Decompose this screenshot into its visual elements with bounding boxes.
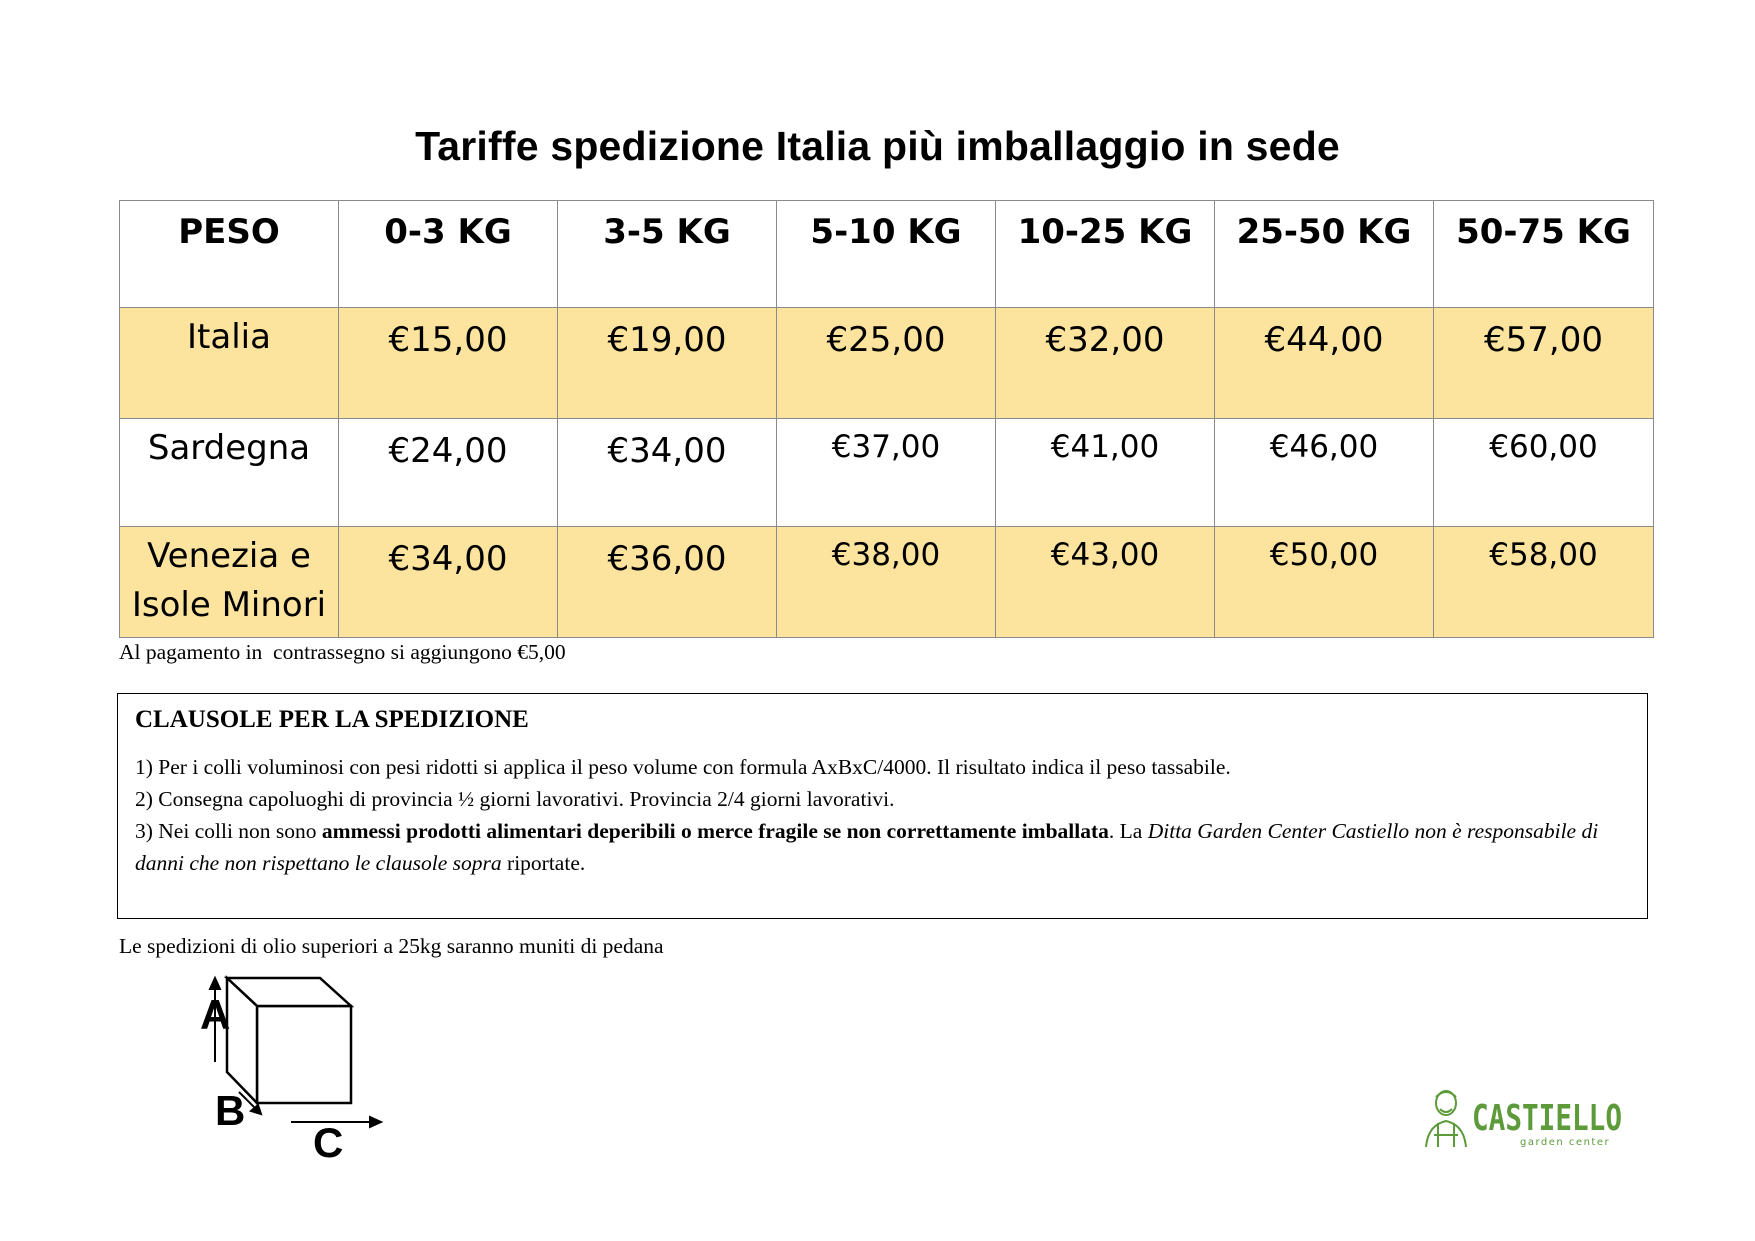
clause-3-text: . La (1108, 819, 1148, 843)
price-cell: €24,00 (339, 419, 558, 526)
table-row (120, 526, 1654, 637)
clauses-title: CLAUSOLE PER LA SPEDIZIONE (135, 706, 529, 733)
price-cell: €25,00 (777, 308, 996, 419)
shipping-rates-table (119, 200, 1654, 638)
clause-2: 2) Consegna capoluoghi di provincia ½ giorni lavorativi. Provincia 2/4 giorni lavorativi. (135, 787, 895, 811)
price-cell: €32,00 (996, 308, 1215, 419)
clause-3 (135, 815, 1630, 879)
clause-3-italic: Ditta Garden Center Castiello non è responsabile di danni che non rispettano le clausole sopra (135, 819, 1599, 875)
logo-tagline: garden center (1520, 1137, 1611, 1148)
cube-icon (227, 978, 351, 1103)
price-cell: €37,00 (777, 419, 996, 526)
price-cell: €58,00 (1434, 526, 1654, 637)
row-label (120, 526, 339, 637)
price-cell: €50,00 (1215, 526, 1434, 637)
price-cell: €36,00 (558, 526, 777, 637)
clause-3-text: 3) Nei colli non sono (135, 819, 322, 843)
oil-note: Le spedizioni di olio superiori a 25kg saranno muniti di pedana (119, 934, 664, 958)
price-cell: €15,00 (339, 308, 558, 419)
price-cell: €44,00 (1215, 308, 1434, 419)
header-cell: 3-5 KG (558, 201, 777, 308)
row-label-text: Venezia e (147, 535, 311, 576)
dimension-label-a: A (200, 991, 231, 1038)
header-cell: 0-3 KG (339, 201, 558, 308)
row-label (120, 308, 339, 419)
price-cell: €34,00 (558, 419, 777, 526)
table-header-row (120, 201, 1654, 308)
clause-3-text: riportate. (501, 851, 586, 875)
row-label (120, 419, 339, 526)
header-cell: 10-25 KG (996, 201, 1215, 308)
cod-note: Al pagamento in contrassegno si aggiungono €5,00 (119, 640, 566, 664)
dimension-label-c: C (313, 1119, 344, 1166)
header-cell: 25-50 KG (1215, 201, 1434, 308)
clause-3-bold: ammessi prodotti alimentari deperibili o merce fragile se non correttamente imballata (321, 819, 1109, 843)
price-cell: €34,00 (339, 526, 558, 637)
clause-1: 1) Per i colli voluminosi con pesi ridotti si applica il peso volume con formula AxBxC/4000. Il risultato indica il peso tassabile. (135, 755, 1231, 779)
row-label-text: Isole Minori (131, 584, 327, 625)
table-row (120, 419, 1654, 526)
header-cell: 50-75 KG (1434, 201, 1654, 308)
castiello-logo (1420, 1085, 1630, 1155)
price-cell: €43,00 (996, 526, 1215, 637)
price-cell: €46,00 (1215, 419, 1434, 526)
header-cell: PESO (120, 201, 339, 308)
price-cell: €57,00 (1434, 308, 1654, 419)
logo-wordmark: CASTIELLO (1472, 1098, 1622, 1139)
shipping-clauses-box (117, 693, 1648, 919)
price-cell: €19,00 (558, 308, 777, 419)
price-cell: €41,00 (996, 419, 1215, 526)
gardener-icon (1426, 1091, 1466, 1147)
table-row (120, 308, 1654, 419)
box-dimensions-diagram (195, 972, 395, 1172)
page-title: Tariffe spedizione Italia più imballaggio in sede (415, 123, 1340, 169)
header-cell: 5-10 KG (777, 201, 996, 308)
dimension-label-b: B (215, 1087, 246, 1134)
row-label-text: Italia (187, 317, 271, 358)
row-label-text: Sardegna (147, 428, 311, 469)
price-cell: €60,00 (1434, 419, 1654, 526)
price-cell: €38,00 (777, 526, 996, 637)
